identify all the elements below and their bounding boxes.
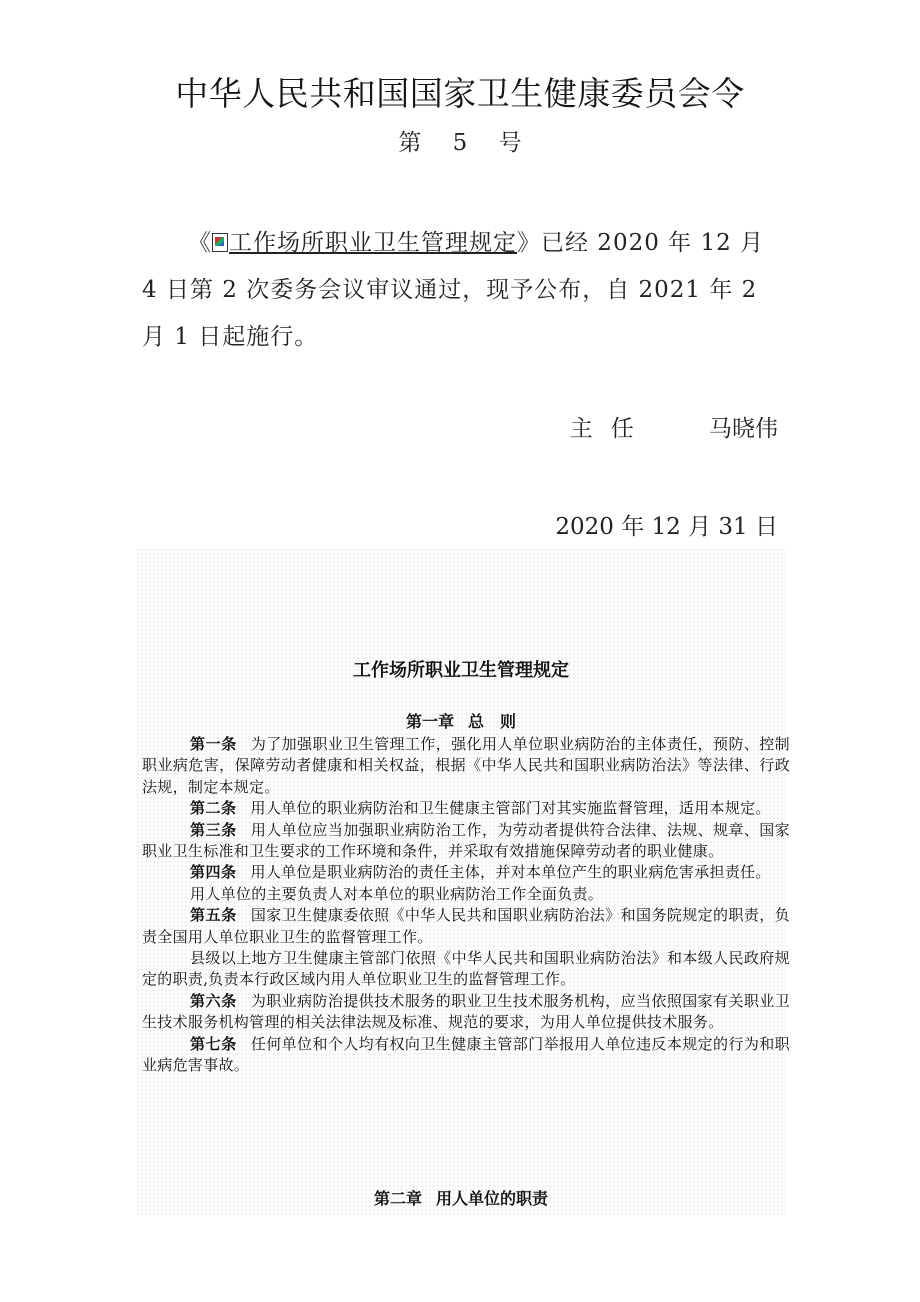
regulation-text-block <box>136 548 790 1216</box>
open-quote: 《 <box>188 230 212 256</box>
decree-number <box>0 124 920 157</box>
article-list <box>142 734 790 1077</box>
article-text: 县级以上地方卫生健康主管部门依照《中华人民共和国职业病防治法》和本级人民政府规定的职责,负责本行政区域内用人单位职业卫生的监督管理工作。 <box>142 949 790 989</box>
article-number: 第五条 <box>190 906 237 925</box>
document-link-icon[interactable] <box>212 233 228 252</box>
article-paragraph <box>142 948 790 991</box>
article-text: 为职业病防治提供技术服务的职业卫生技术服务机构，应当依照国家有关职业卫生技术服务机构管理的相关法律法规及标准、规范的要求，为用人单位提供技术服务。 <box>142 991 790 1032</box>
article-paragraph <box>142 1034 790 1077</box>
regulation-title: 工作场所职业卫生管理规定 <box>353 660 569 681</box>
article-text: 用人单位的职业病防治和卫生健康主管部门对其实施监督管理，适用本规定。 <box>250 799 771 818</box>
order-suffix: 号 <box>498 130 522 156</box>
announcement-text: 》已经 2020 年 12 月 4 日第 2 次委务会议审议通过，现予公布，自 2021 年 2 月 1 日起施行。 <box>142 230 765 350</box>
order-prefix: 第 <box>398 130 422 156</box>
article-paragraph <box>142 884 790 905</box>
article-paragraph <box>142 862 790 883</box>
article-paragraph <box>142 820 790 863</box>
article-text: 用人单位应当加强职业病防治工作，为劳动者提供符合法律、法规、规章、国家职业卫生标准和卫生要求的工作环境和条件，并采取有效措施保障劳动者的职业健康。 <box>142 820 790 861</box>
article-paragraph <box>142 991 790 1034</box>
article-number: 第一条 <box>190 735 237 753</box>
chapter-heading-1 <box>136 711 786 733</box>
chapter-name: 用人单位的职责 <box>436 1189 549 1208</box>
signature-line <box>570 410 778 443</box>
article-paragraph <box>142 734 790 798</box>
announcement-paragraph <box>142 220 782 361</box>
article-text: 用人单位是职业病防治的责任主体，并对本单位产生的职业病危害承担责任。 <box>250 863 771 882</box>
article-text: 国家卫生健康委依照《中华人民共和国职业病防治法》和国务院规定的职责，负责全国用人单位职业卫生的监督管理工作。 <box>142 906 790 946</box>
article-paragraph <box>142 798 790 819</box>
article-number: 第四条 <box>190 863 237 882</box>
regulation-link[interactable]: 工作场所职业卫生管理规定 <box>229 230 517 256</box>
article-number: 第六条 <box>190 991 237 1010</box>
article-paragraph <box>142 905 790 948</box>
article-text: 为了加强职业卫生管理工作，强化用人单位职业病防治的主体责任，预防、控制职业病危害，保障劳动者健康和相关权益，根据《中华人民共和国职业病防治法》等法律、行政法规，制定本规定。 <box>142 735 790 796</box>
article-number: 第七条 <box>190 1034 237 1053</box>
chapter-number: 第二章 <box>373 1189 422 1208</box>
article-number: 第三条 <box>190 820 237 839</box>
signature-date: 2020 年 12 月 31 日 <box>555 514 778 540</box>
signer-name: 马晓伟 <box>709 416 778 442</box>
article-text: 用人单位的主要负责人对本单位的职业病防治工作全面负责。 <box>190 884 604 903</box>
order-number: 5 <box>452 130 468 156</box>
article-text: 任何单位和个人均有权向卫生健康主管部门举报用人单位违反本规定的行为和职业病危害事故。 <box>142 1034 790 1075</box>
decree-title: 中华人民共和国国家卫生健康委员会令 <box>175 74 745 113</box>
chapter-name: 总 则 <box>468 712 517 731</box>
signer-role: 主任 <box>569 416 652 442</box>
chapter-heading-2 <box>136 1188 786 1210</box>
article-number: 第二条 <box>190 799 237 818</box>
chapter-number: 第一章 <box>405 712 454 731</box>
